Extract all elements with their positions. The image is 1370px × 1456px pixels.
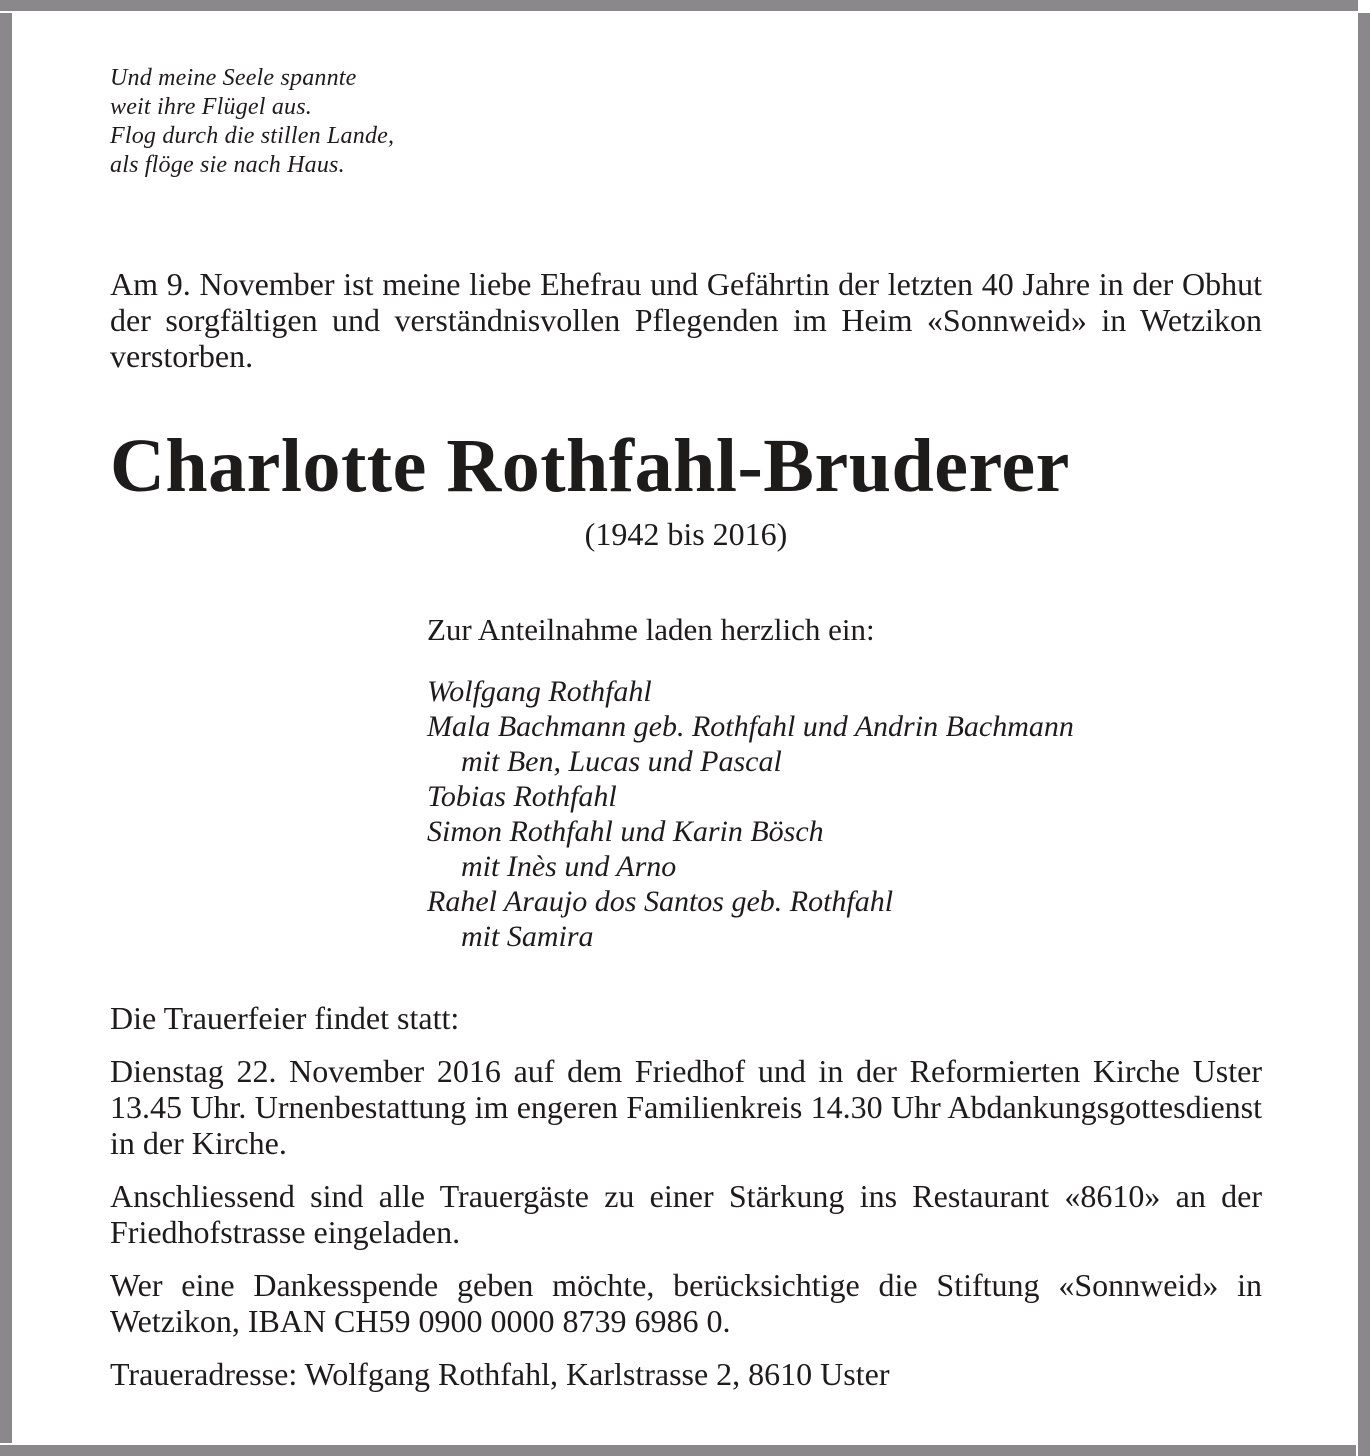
memorial-poem xyxy=(110,64,1262,180)
mourner-line: Rahel Araujo dos Santos geb. Rothfahl xyxy=(427,885,894,918)
funeral-details-paragraph: Dienstag 22. November 2016 auf dem Friedhof und in der Reformierten Kirche Uster 13.45 Uhr. Urnenbestattung im engeren Familienkreis 14.30 Uhr Abdankungsgottesdienst in der Kirche. xyxy=(110,1053,1262,1161)
mourner-line: mit Samira xyxy=(461,920,594,953)
poem-line: als flöge sie nach Haus. xyxy=(110,152,345,178)
funeral-heading: Die Trauerfeier findet statt: xyxy=(110,1000,460,1036)
poem-line: Flog durch die stillen Lande, xyxy=(110,123,395,149)
donation-paragraph: Wer eine Dankesspende geben möchte, berücksichtige die Stiftung «Sonnweid» in Wetzikon, IBAN CH59 0900 0000 8739 6986 0. xyxy=(110,1267,1262,1339)
mourner-line: Mala Bachmann geb. Rothfahl und Andrin Bachmann xyxy=(427,710,1074,743)
mourner-line: mit Inès und Arno xyxy=(461,850,677,883)
poem-line: Und meine Seele spannte xyxy=(110,65,357,91)
mourning-address: Traueradresse: Wolfgang Rothfahl, Karlstrasse 2, 8610 Uster xyxy=(110,1356,890,1392)
mourner-line: Simon Rothfahl und Karin Bösch xyxy=(427,815,824,848)
mourner-line: Tobias Rothfahl xyxy=(427,780,617,813)
poem-line: weit ihre Flügel aus. xyxy=(110,94,312,120)
invitation-heading: Zur Anteilnahme laden herzlich ein: xyxy=(427,612,875,647)
death-announcement-paragraph: Am 9. November ist meine liebe Ehefrau und Gefährtin der letzten 40 Jahre in der Obhut der sorgfältigen und verständnisvollen Pflegenden im Heim «Sonnweid» in Wetzikon verstorben. xyxy=(110,266,1262,374)
mourner-line: mit Ben, Lucas und Pascal xyxy=(461,745,782,778)
frame-bottom-bar xyxy=(0,1445,1356,1456)
mourners-list xyxy=(427,674,1262,954)
life-years: (1942 bis 2016) xyxy=(584,516,788,552)
mourner-line: Wolfgang Rothfahl xyxy=(427,675,652,708)
reception-paragraph: Anschliessend sind alle Trauergäste zu einer Stärkung ins Restaurant «8610» an der Friedhofstrasse eingeladen. xyxy=(110,1178,1262,1250)
deceased-name: Charlotte Rothfahl-Bruderer xyxy=(110,424,1070,508)
